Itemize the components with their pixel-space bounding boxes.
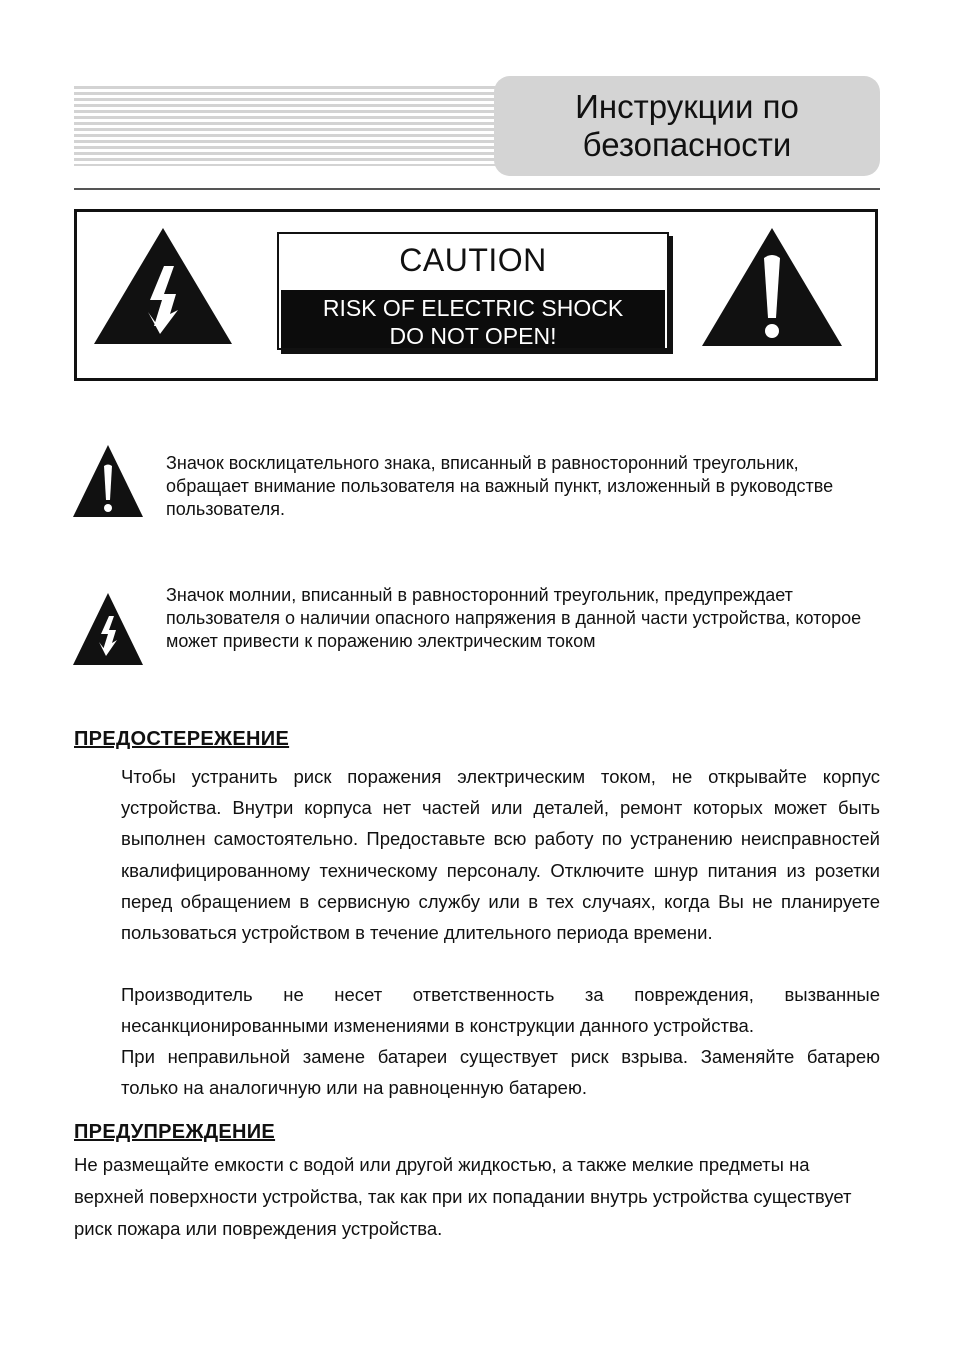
precaution-paragraph-2: Производитель не несет ответственность за повреждения, вызванные несанкционированными изменениями в конструкции данного устройства.	[121, 984, 880, 1037]
page-title: Инструкции по безопасности	[575, 88, 799, 163]
precaution-heading: ПРЕДОСТЕРЕЖЕНИЕ	[74, 728, 290, 750]
caution-line-open: DO NOT OPEN!	[389, 323, 557, 349]
precaution-paragraph-3: При неправильной замене батареи существует риск взрыва. Заменяйте батарею только на аналогичную или на равноценную батарею.	[121, 1046, 880, 1099]
exclamation-symbol-icon	[72, 444, 144, 518]
caution-subtext	[281, 290, 665, 348]
exclamation-symbol-description: Значок восклицательного знака, вписанный в равносторонний треугольник, обращает внимание пользователя на важный пункт, изложенный в руководстве пользователя.	[166, 453, 834, 519]
page-title-box	[494, 76, 880, 176]
lightning-warning-icon	[92, 226, 234, 346]
lightning-symbol-icon	[72, 592, 144, 666]
lightning-symbol-description: Значок молнии, вписанный в равносторонний треугольник, предупреждает пользователя о наличии опасного напряжения в данной части устройства, которое может привести к поражению электрическим током	[166, 585, 862, 651]
exclamation-warning-icon	[700, 226, 844, 348]
precaution-paragraph-1: Чтобы устранить риск поражения электрическим током, не открывайте корпус устройства. Внутри корпуса нет частей или деталей, ремонт которых может быть выполнен самостоятельно. Предоставьте всю работу по устранению неисправностей квалифицированному техническому персоналу. Отключите шнур питания из розетки перед обращением в сервисную службу или в тех случаях, когда Вы не планируете пользоваться устройством в течение длительного периода времени.	[121, 766, 880, 944]
header-stripes	[74, 86, 504, 166]
caution-heading: CAUTION	[399, 242, 547, 278]
header-divider	[74, 188, 880, 190]
caution-line-risk: RISK OF ELECTRIC SHOCK	[322, 295, 624, 321]
warning-heading: ПРЕДУПРЕЖДЕНИЕ	[74, 1121, 276, 1143]
warning-text: Не размещайте емкости с водой или другой жидкостью, а также мелкие предметы на верхней поверхности устройства, так как при их попадании внутрь устройства существует риск пожара или повреждения устройства.	[74, 1154, 852, 1239]
